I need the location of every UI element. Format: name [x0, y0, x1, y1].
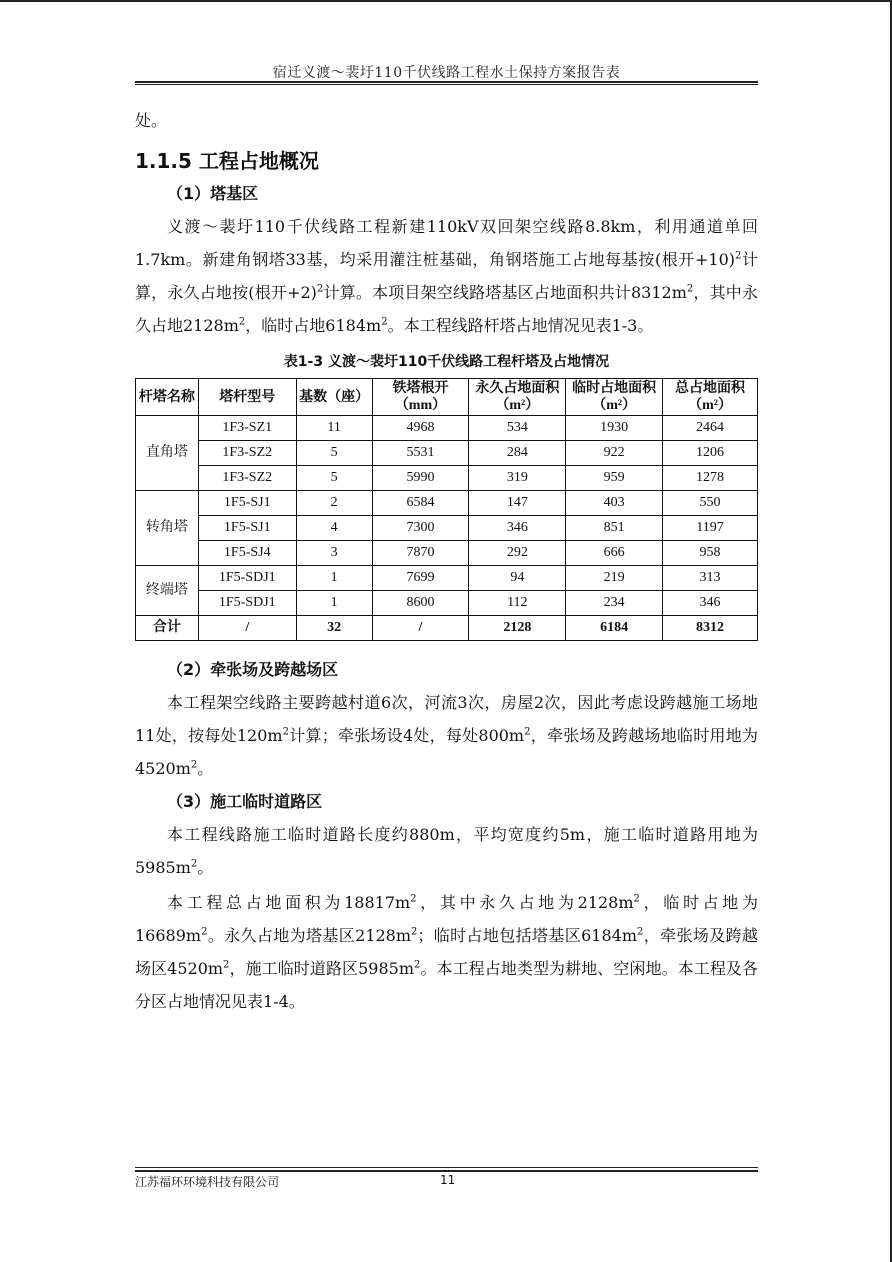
table-cell: 346: [663, 591, 758, 616]
table-body: [136, 416, 758, 641]
table-cell: 851: [566, 516, 663, 541]
table-cell: 292: [469, 541, 566, 566]
table-cell: 5990: [372, 466, 469, 491]
subheading-tension-site: （2）牵张场及跨越场区: [167, 660, 339, 679]
table-cell: 112: [469, 591, 566, 616]
table-header-row: [136, 379, 758, 416]
header-tower-model: 塔杆型号: [198, 379, 296, 416]
table-cell: 1: [296, 566, 372, 591]
table-cell: 147: [469, 491, 566, 516]
table-cell: 5: [296, 466, 372, 491]
table-cell: 959: [566, 466, 663, 491]
table-cell: 2464: [663, 416, 758, 441]
table-cell: 313: [663, 566, 758, 591]
paragraph-total-land: 本工程总占地面积为$18817m^2$，其中永久占地为$2128m^2$，临时占地为$16689m^2$。永久占地为塔基区$2128m^2$；临时占地包括塔基区$6184m^2$，牵张场及跨越场区$4520m^2$，施工临时道路区$5985m^2$。本工程占地类型为耕地、空闲地。本工程及各分区占地情况见表1-4。: [135, 893, 758, 1011]
total-cell: /: [372, 616, 469, 641]
table-row: [136, 541, 758, 566]
table-cell: 234: [566, 591, 663, 616]
page-number: 11: [440, 1173, 456, 1187]
table-cell: 1278: [663, 466, 758, 491]
tower-group-name: 直角塔: [136, 416, 199, 491]
table-cell: 922: [566, 441, 663, 466]
table-row: [136, 466, 758, 491]
header-temporary-area: 临时占地面积 （m²）: [566, 379, 663, 416]
table-cell: 7300: [372, 516, 469, 541]
header-rule: [135, 81, 758, 83]
table-cell: 1F3-SZ1: [198, 416, 296, 441]
table-cell: 1F5-SJ1: [198, 491, 296, 516]
table-cell: 1: [296, 591, 372, 616]
table-cell: 1F5-SDJ1: [198, 591, 296, 616]
header-permanent-area: 永久占地面积 （m²）: [469, 379, 566, 416]
table-cell: 3: [296, 541, 372, 566]
table-cell: 1F5-SJ1: [198, 516, 296, 541]
table-cell: 7699: [372, 566, 469, 591]
tower-group-name: 终端塔: [136, 566, 199, 616]
table-cell: 5: [296, 441, 372, 466]
table-cell: 1206: [663, 441, 758, 466]
paragraph-tension-site: 本工程架空线路主要跨越村道6次，河流3次，房屋2次，因此考虑设跨越施工场地11处，按每处$120m^2$计算；牵张场设4处，每处$800m^2$，牵张场及跨越场地临时用地为$4520m^2$。: [135, 693, 758, 778]
footer-company: 江苏福环环境科技有限公司: [135, 1175, 280, 1189]
table-row: [136, 566, 758, 591]
table-cell: 6584: [372, 491, 469, 516]
table-cell: 534: [469, 416, 566, 441]
table-cell: 11: [296, 416, 372, 441]
footer-rule: [135, 1170, 758, 1172]
table-row: [136, 441, 758, 466]
total-cell: 8312: [663, 616, 758, 641]
total-cell: 2128: [469, 616, 566, 641]
footer-rule-thin: [135, 1167, 758, 1168]
total-cell: 32: [296, 616, 372, 641]
table-cell: 94: [469, 566, 566, 591]
page-border-top: [0, 0, 892, 2]
table-cell: 1930: [566, 416, 663, 441]
subheading-temp-road: （3）施工临时道路区: [167, 792, 323, 811]
header-root-spacing: 铁塔根开 （mm）: [372, 379, 469, 416]
total-cell: /: [198, 616, 296, 641]
table-cell: 4968: [372, 416, 469, 441]
table-cell: 284: [469, 441, 566, 466]
table-cell: 1F3-SZ2: [198, 466, 296, 491]
table-cell: 346: [469, 516, 566, 541]
total-cell: 合计: [136, 616, 199, 641]
page-content: [135, 104, 758, 1018]
table-cell: 7870: [372, 541, 469, 566]
table-cell: 1F5-SJ4: [198, 541, 296, 566]
continuation-text: 处。: [135, 111, 168, 130]
table-cell: 550: [663, 491, 758, 516]
table-caption: 表1-3 义渡～裴圩110千伏线路工程杆塔及占地情况: [283, 354, 610, 370]
table-total-row: [136, 616, 758, 641]
table-row: [136, 516, 758, 541]
tower-land-table: [135, 378, 758, 641]
paragraph-temp-road: 本工程线路施工临时道路长度约880m，平均宽度约5m，施工临时道路用地为$5985m^2$。: [135, 825, 758, 877]
table-cell: 958: [663, 541, 758, 566]
header-rule-thin: [135, 84, 758, 85]
table-cell: 1F3-SZ2: [198, 441, 296, 466]
paragraph-tower-area: 义渡～裴圩110千伏线路工程新建110kV双回架空线路8.8km，利用通道单回1.7km。新建角钢塔33基，均采用灌注桩基础，角钢塔施工占地每基按(根开+10)$^2$计算，永久占地按(根开+2)$^2$计算。本项目架空线路塔基区占地面积共计$8312m^2$，其中永久占地$2128m^2$，临时占地$6184m^2$。本工程线路杆塔占地情况见表1-3。: [135, 217, 758, 335]
table-cell: 319: [469, 466, 566, 491]
total-cell: 6184: [566, 616, 663, 641]
table-cell: 666: [566, 541, 663, 566]
table-cell: 1197: [663, 516, 758, 541]
header-tower-name: 杆塔名称: [136, 379, 199, 416]
section-heading: 1.1.5 工程占地概况: [135, 149, 319, 173]
tower-group-name: 转角塔: [136, 491, 199, 566]
header-count: 基数（座）: [296, 379, 372, 416]
table-row: [136, 591, 758, 616]
running-header: 宿迁义渡～裴圩110千伏线路工程水土保持方案报告表: [272, 65, 621, 81]
table-row: [136, 416, 758, 441]
table-row: [136, 491, 758, 516]
subheading-tower-area: （1）塔基区: [167, 184, 259, 203]
table-cell: 403: [566, 491, 663, 516]
table-cell: 8600: [372, 591, 469, 616]
table-cell: 1F5-SDJ1: [198, 566, 296, 591]
header-total-area: 总占地面积 （m²）: [663, 379, 758, 416]
table-cell: 4: [296, 516, 372, 541]
table-cell: 219: [566, 566, 663, 591]
table-cell: 2: [296, 491, 372, 516]
table-cell: 5531: [372, 441, 469, 466]
